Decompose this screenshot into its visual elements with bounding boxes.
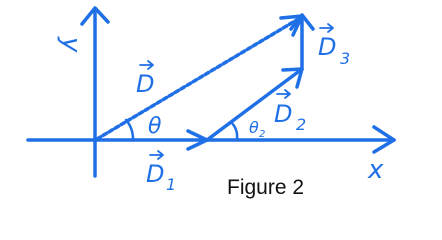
y-axis [82,8,108,176]
resultant-vector-d-symbol: D [136,70,155,98]
angle-theta2-symbol: θ [249,118,259,137]
x-axis [28,127,394,152]
vector-d2-arrow-mark [277,90,290,98]
vector-d2-subscript: 2 [296,115,307,134]
vector-d1-label [146,151,176,194]
angle-theta-arc [126,120,133,139]
angle-theta2-arc [231,122,237,139]
angle-theta2 [231,118,265,140]
vector-d3-symbol: D [318,33,337,61]
vector-d2-symbol: D [274,100,293,128]
vector-d3-arrow-mark [320,24,333,32]
angle-theta-symbol: θ [148,114,162,139]
resultant-vector-d-arrow-mark [140,61,153,69]
vector-d3-subscript: 3 [340,49,351,68]
y-axis-label: y [56,37,86,53]
vector-d1-symbol: D [146,160,165,188]
resultant-vector-d-label [136,61,154,98]
x-axis-label: x [368,155,384,185]
vector-d3-label [318,24,350,68]
vector-d2-label [274,90,306,134]
angle-theta2-subscript: 2 [259,129,266,140]
vector-d1-arrow-mark [150,151,163,159]
figure-caption: Figure 2 [227,176,305,199]
vector-d1-subscript: 1 [166,175,177,194]
